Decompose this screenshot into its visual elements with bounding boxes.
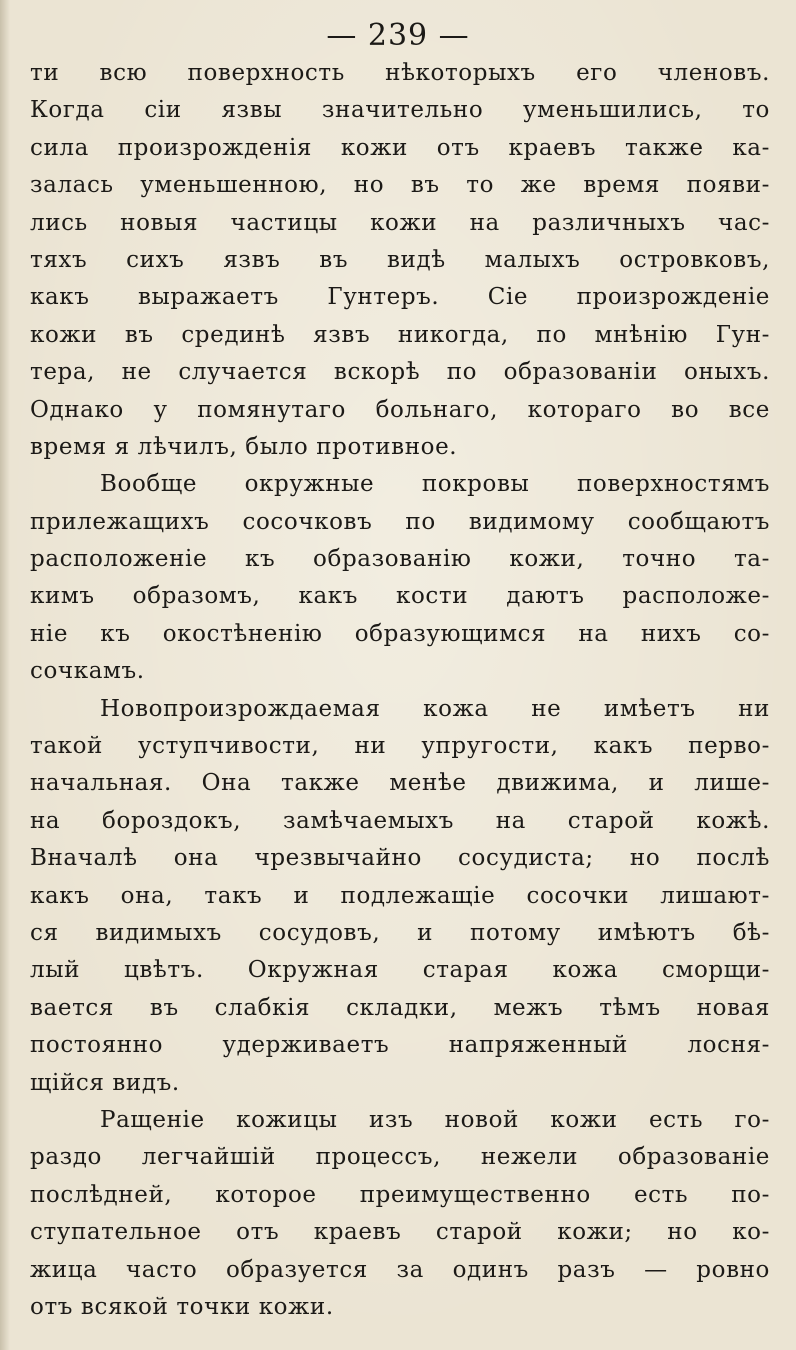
text-line: тера, не случается вскорѣ по образованіи оныхъ. — [30, 359, 770, 386]
text-line: ніе къ окостѣненію образующимся на нихъ со- — [30, 620, 770, 647]
text-line: расположеніе къ образованію кожи, точно та- — [30, 546, 770, 573]
text-line: Однако у помянутаго больнаго, котораго во все — [30, 396, 770, 423]
text-line: залась уменьшенною, но въ то же время появи- — [30, 172, 770, 199]
text-line: вается въ слабкія складки, межъ тѣмъ новая — [30, 994, 770, 1021]
text-line: раздо легчайшій процессъ, нежели образованіе — [30, 1144, 770, 1171]
text-line: на бороздокъ, замѣчаемыхъ на старой кожѣ. — [30, 807, 770, 834]
text-line: Ращеніе кожицы изъ новой кожи есть го- — [100, 1106, 770, 1133]
body-text — [30, 55, 770, 1326]
text-line: тяхъ сихъ язвъ въ видѣ малыхъ островковъ, — [30, 246, 770, 273]
text-line: сила произрожденія кожи отъ краевъ также ка- — [30, 134, 770, 161]
text-line: жица часто образуется за одинъ разъ — ровно — [30, 1256, 770, 1283]
text-line: постоянно удерживаетъ напряженный лосня- — [30, 1032, 770, 1059]
text-line: лый цвѣтъ. Окружная старая кожа сморщи- — [30, 957, 770, 984]
text-line: какъ она, такъ и подлежащіе сосочки лишают- — [30, 882, 770, 909]
text-line: ся видимыхъ сосудовъ, и потому имѣютъ бѣ- — [30, 919, 770, 946]
text-line: Когда сіи язвы значительно уменьшились, то — [30, 97, 770, 124]
text-line: ступательное отъ краевъ старой кожи; но ко- — [30, 1219, 770, 1246]
page-edge-shadow — [0, 0, 10, 1350]
text-line: прилежащихъ сосочковъ по видимому сообщаютъ — [30, 508, 770, 535]
text-line: Вообще окружные покровы поверхностямъ — [100, 471, 770, 498]
text-line: отъ всякой точки кожи. — [30, 1293, 334, 1320]
text-line: начальная. Она также менѣе движима, и лише- — [30, 770, 770, 797]
text-line: кимъ образомъ, какъ кости даютъ расположе- — [30, 583, 770, 610]
text-line: время я лѣчилъ, было противное. — [30, 433, 458, 460]
page-number: — 239 — — [326, 18, 470, 53]
text-line: такой уступчивости, ни упругости, какъ перво- — [30, 733, 770, 760]
text-line: ти всю поверхность нѣкоторыхъ его членовъ. — [30, 60, 770, 86]
text-line: послѣдней, которое преимущественно есть по- — [30, 1181, 770, 1208]
text-line: щійся видъ. — [30, 1069, 180, 1096]
text-line: кожи въ срединѣ язвъ никогда, по мнѣнію Гун- — [30, 321, 770, 348]
text-line: сочкамъ. — [30, 658, 145, 685]
text-line: какъ выражаетъ Гунтеръ. Сіе произрожденіе — [30, 284, 770, 311]
text-line: Вначалѣ она чрезвычайно сосудиста; но послѣ — [30, 845, 770, 872]
text-line: лись новыя частицы кожи на различныхъ час- — [30, 209, 770, 236]
text-line: Новопроизрождаемая кожа не имѣетъ ни — [100, 695, 770, 722]
